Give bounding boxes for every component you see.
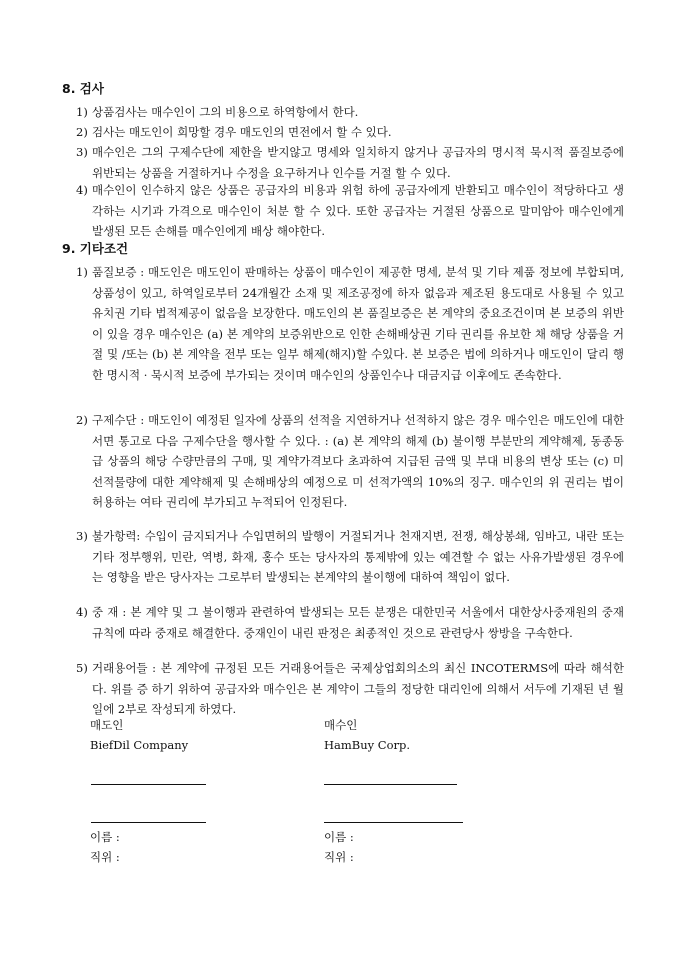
seller-name-label: 이름 : xyxy=(90,830,120,844)
buyer-signature-line-2 xyxy=(324,822,463,823)
seller-signature-line-2 xyxy=(91,822,206,823)
section-9-item-2 xyxy=(76,410,624,513)
seller-role-label: 매도인 xyxy=(90,718,124,732)
item-number: 2) xyxy=(76,125,88,139)
item-text: 상품검사는 매수인이 그의 비용으로 하역항에서 한다. xyxy=(92,105,359,119)
item-number: 5) xyxy=(76,661,88,675)
section-9-item-3 xyxy=(76,526,624,588)
buyer-role-label: 매수인 xyxy=(324,718,358,732)
item-text: 품질보증 : 매도인은 매도인이 판매하는 상품이 매수인이 제공한 명세, 분석 및 기타 제품 정보에 부합되며, 상품성이 있고, 하역일로부터 24개월간 소재 및 제조공정에 하자 없음과 제조된 용도대로 사용될 수 있고 유치권 기타 법적제공이 없음을 보장한다. 매도인의 본 품질보증은 본 계약의 중요조건이며 본 보증의 위반이 있을 경우 매수인은 (a) 본 계약의 보증위반으로 인한 손해배상권 기타 권리를 유보한 채 해당 상품을 거절 및 /또는 (b) 본 계약을 전부 또는 일부 해제(해지)할 수있다. 본 보증은 법에 의하거나 매도인이 달리 행한 명시적 · 묵시적 보증에 부가되는 것이며 매수인의 상품인수나 대금지급 이후에도 존속한다. xyxy=(92,265,624,382)
buyer-signature-line xyxy=(324,784,457,785)
item-number: 3) xyxy=(76,145,88,159)
section-9-item-4 xyxy=(76,602,624,643)
item-number: 4) xyxy=(76,183,88,197)
section-9-item-1 xyxy=(76,262,624,385)
section-8-item-3 xyxy=(76,142,624,183)
section-9-item-5 xyxy=(76,658,624,720)
item-number: 2) xyxy=(76,413,88,427)
section-9-title: 9. 기타조건 xyxy=(62,241,129,256)
item-number: 1) xyxy=(76,265,88,279)
item-number: 1) xyxy=(76,105,88,119)
item-text: 매수인이 인수하지 않은 상품은 공급자의 비용과 위험 하에 공급자에게 반환되고 매수인이 적당하다고 생각하는 시기과 가격으로 매수인이 처분 할 수 있다. 또한 공급자는 거절된 상품으로 말미암아 매수인에게 발생된 모든 손해를 매수인에게 배상 해야한다. xyxy=(92,183,624,238)
seller-signature-line xyxy=(91,784,206,785)
section-8-item-1 xyxy=(76,102,624,123)
buyer-title-label: 직위 : xyxy=(324,850,354,864)
item-text: 구제수단 : 매도인이 예정된 일자에 상품의 선적을 지연하거나 선적하지 않은 경우 매수인은 매도인에 대한 서면 통고로 다음 구제수단을 행사할 수 있다. : (a) 본 계약의 해제 (b) 불이행 부분만의 계약해제, 동종동급 상품의 해당 수량만큼의 구매, 및 계약가격보다 초과하여 지급된 금액 및 부대 비용의 변상 또는 (c) 미선적물량에 대한 계약해제 및 손해배상의 예정으로 미 선적가액의 10%의 징구. 매수인의 위 권리는 법이 허용하는 여타 권리에 부가되고 누적되어 인정된다. xyxy=(92,413,624,509)
section-8-title: 8. 검사 xyxy=(62,81,104,96)
item-text: 거래용어들 : 본 계약에 규정된 모든 거래용어들은 국제상업회의소의 최신 INCOTERMS에 따라 해석한다. 위를 증 하기 위하여 공급자와 매수인은 본 계약이 그들의 정당한 대리인에 의해서 서두에 기재된 년 월 일에 2부로 작성되게 하였다. xyxy=(92,661,624,716)
section-8-item-4 xyxy=(76,180,624,242)
item-number: 4) xyxy=(76,605,88,619)
section-8-item-2 xyxy=(76,122,624,143)
seller-company-name: BiefDil Company xyxy=(90,738,189,752)
seller-title-label: 직위 : xyxy=(90,850,120,864)
item-number: 3) xyxy=(76,529,88,543)
item-text: 중 재 : 본 계약 및 그 불이행과 관련하여 발생되는 모든 분쟁은 대한민국 서울에서 대한상사중재원의 중재규칙에 따라 중재로 해결한다. 중재인이 내린 판정은 최종적인 것으로 관련당사 쌍방을 구속한다. xyxy=(92,605,624,640)
buyer-company-name: HamBuy Corp. xyxy=(324,738,411,752)
item-text: 검사는 매도인이 희망할 경우 매도인의 면전에서 할 수 있다. xyxy=(92,125,392,139)
item-text: 매수인은 그의 구제수단에 제한을 받지않고 명세와 일치하지 않거나 공급자의 명시적 묵시적 품질보증에 위반되는 상품을 거절하거나 수정을 요구하거나 인수를 거절 할 수 있다. xyxy=(92,145,624,180)
item-text: 불가항력: 수입이 금지되거나 수입면허의 발행이 거절되거나 천재지변, 전쟁, 해상봉쇄, 임바고, 내란 또는 기타 정부행위, 민란, 역병, 화재, 홍수 또는 당사자의 통제밖에 있는 예견할 수 없는 사유가발생된 경우에는 영향을 받은 당사자는 그로부터 발생되는 본계약의 불이행에 대하여 책임이 없다. xyxy=(92,529,624,584)
buyer-name-label: 이름 : xyxy=(324,830,354,844)
